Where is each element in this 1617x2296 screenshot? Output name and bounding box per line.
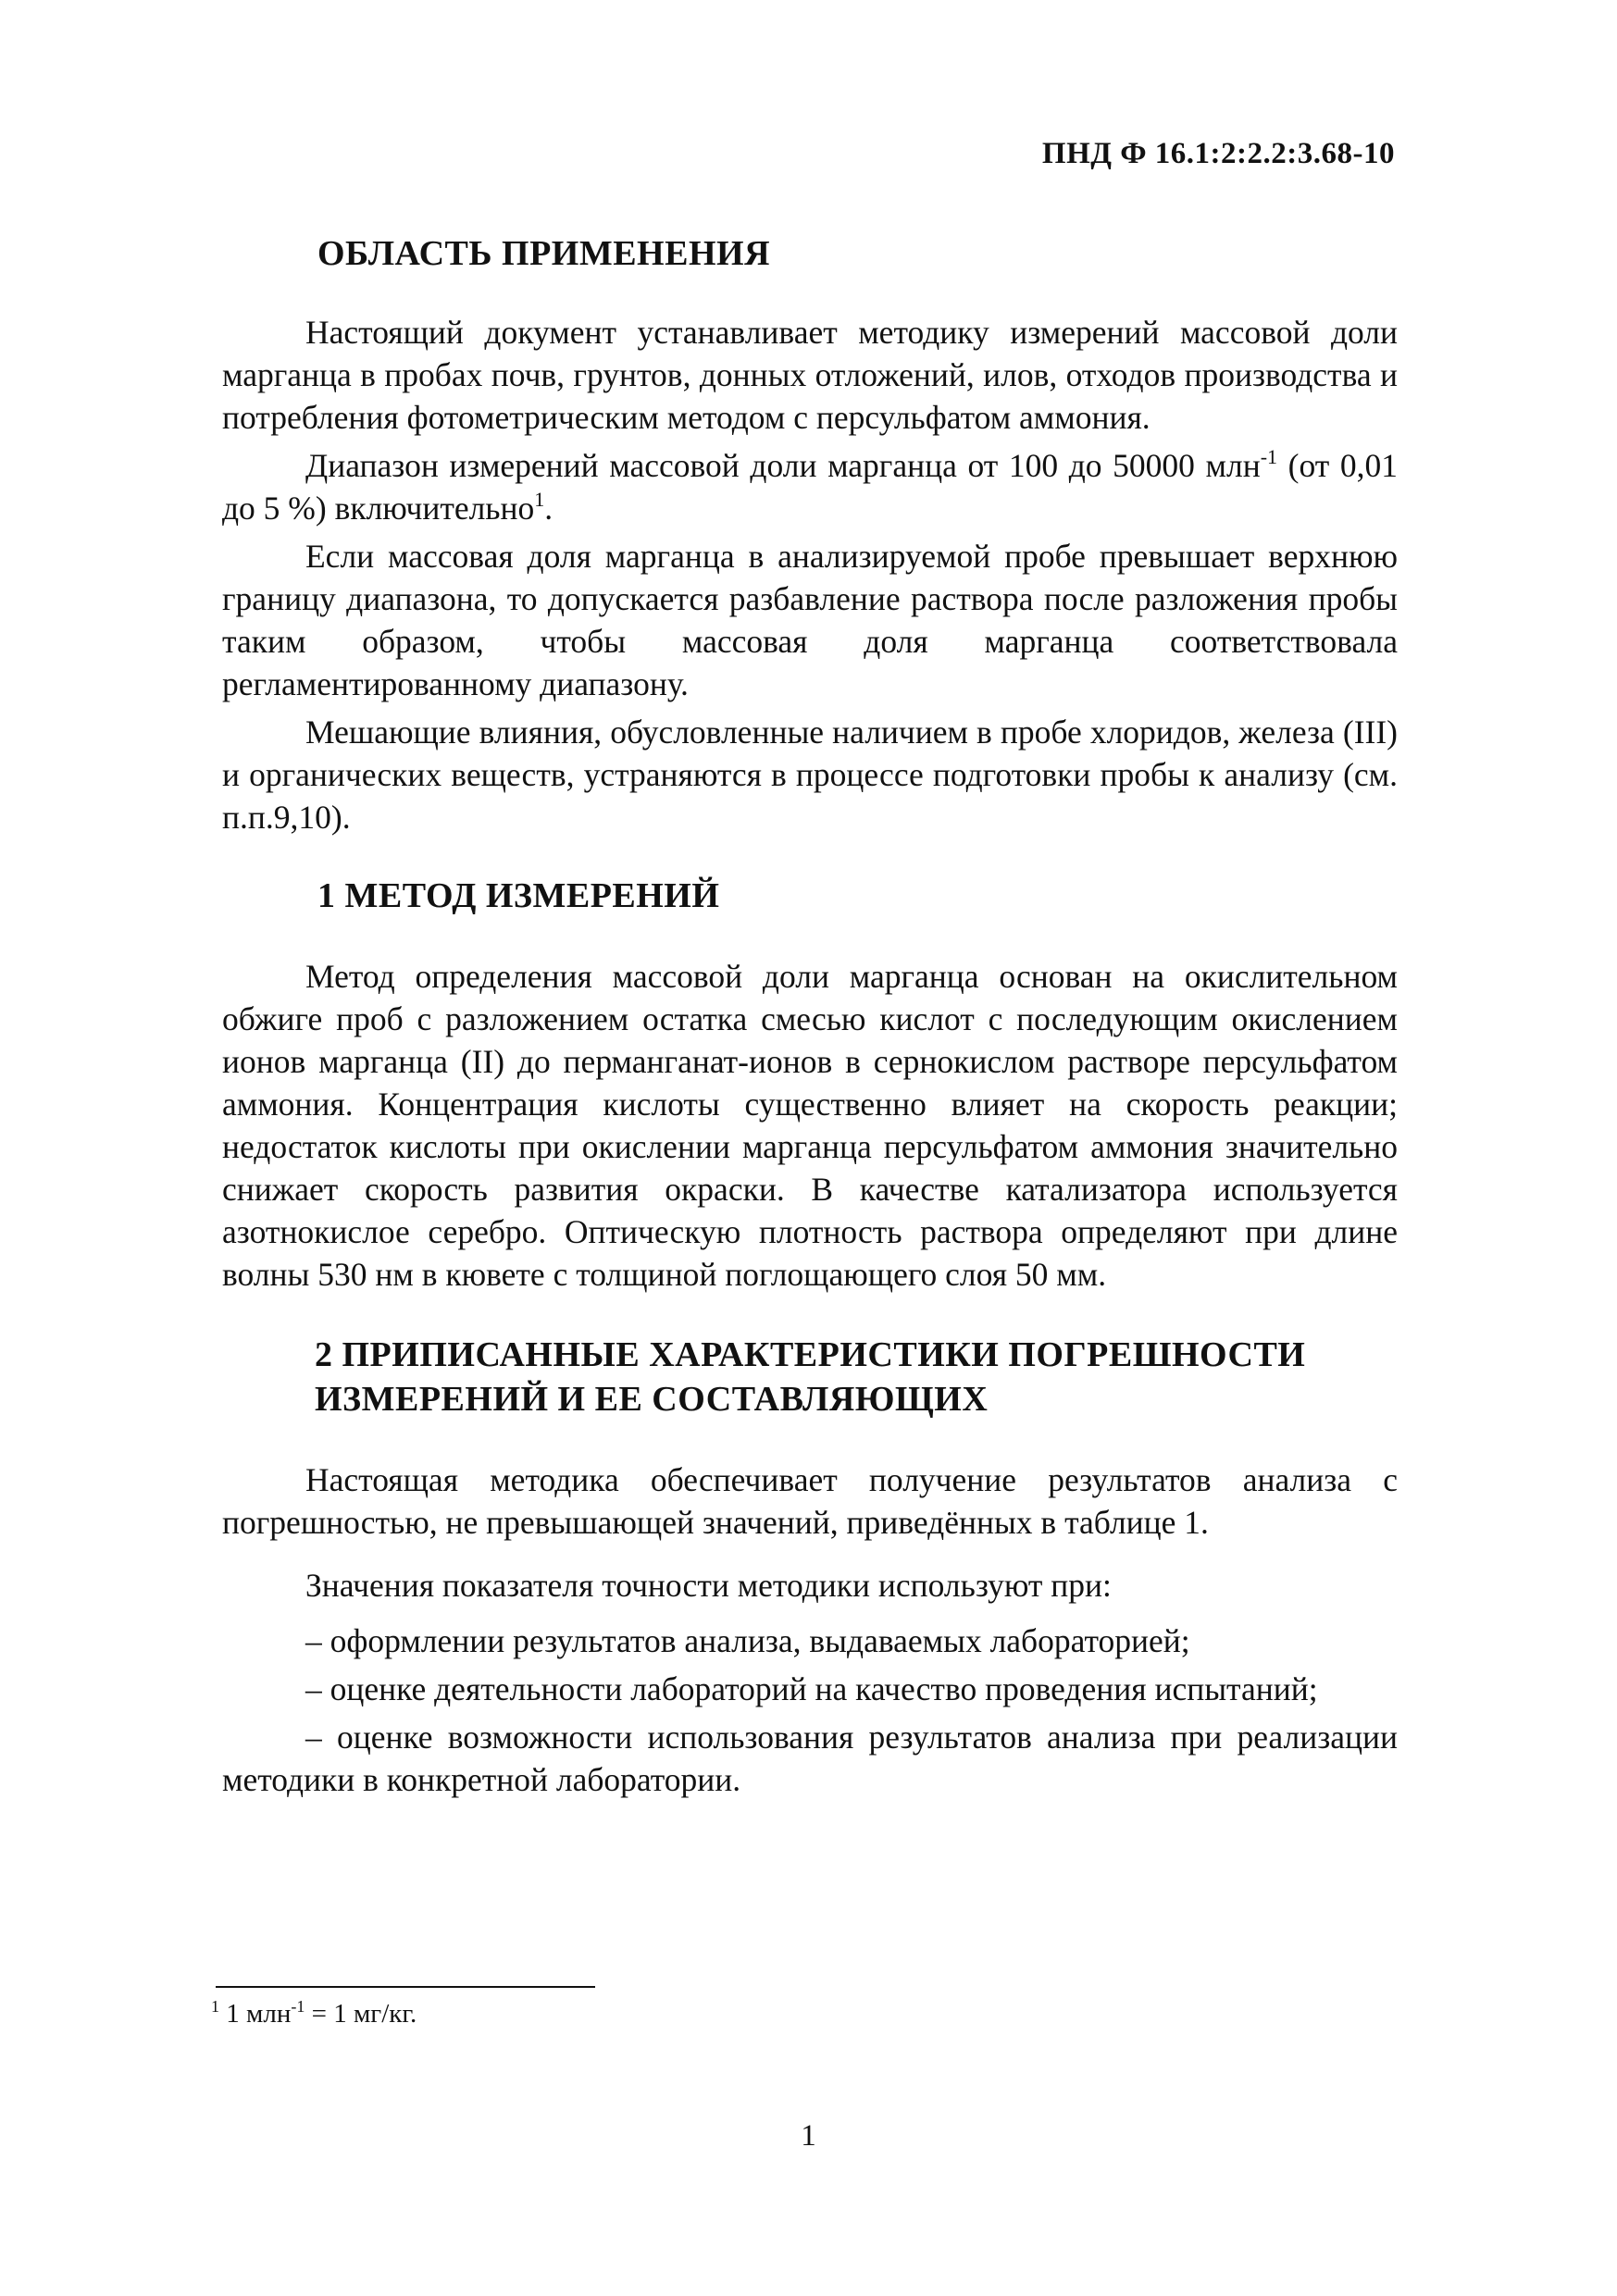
page-number: 1: [801, 2119, 816, 2153]
document-code: ПНД Ф 16.1:2:2.2:3.68-10: [1041, 137, 1395, 170]
range-text: Диапазон измерений массовой доли марганца от 100 до 50000 млн: [305, 447, 1261, 484]
footnote-marker: 1: [211, 1997, 219, 2016]
page-content: [222, 231, 1398, 1801]
section-2-paragraph-1: Настоящая методика обеспечивает получение результатов анализа с погрешностью, не превышающей значений, приведённых в таблице 1.: [222, 1461, 1398, 1541]
section-2-heading-line-2: ИЗМЕРЕНИЙ И ЕЕ СОСТАВЛЯЮЩИХ: [315, 1380, 989, 1419]
unit-exponent: -1: [1260, 445, 1278, 468]
list-item: – оценке деятельности лабораторий на качество проведения испытаний;: [305, 1670, 1318, 1707]
scope-paragraph-3: Если массовая доля марганца в анализируемой пробе превышает верхнюю границу диапазона, то допускается разбавление раствора после разложения пробы таким образом, чтобы массовая доля марганца соответствовала регламентированному диапазону.: [222, 538, 1398, 702]
footnote: [211, 1997, 417, 2030]
scope-paragraph-1: Настоящий документ устанавливает методику измерений массовой доли марганца в пробах почв, грунтов, донных отложений, илов, отходов производства и потребления фотометрическим методом с персульфатом аммония.: [222, 314, 1398, 436]
range-text-end: .: [544, 490, 554, 527]
scope-heading: ОБЛАСТЬ ПРИМЕНЕНИЯ: [317, 234, 771, 273]
footnote-divider: [216, 1986, 595, 1988]
section-2-heading-line-1: 2 ПРИПИСАННЫЕ ХАРАКТЕРИСТИКИ ПОГРЕШНОСТИ: [315, 1335, 1306, 1374]
footnote-reference[interactable]: 1: [534, 488, 545, 511]
section-1-paragraph: Метод определения массовой доли марганца основан на окислительном обжиге проб с разложением остатка смесью кислот с последующим окислением ионов марганца (II) до перманганат-ионов в сернокислом растворе персульфатом аммония. Концентрация кислоты существенно влияет на скорость реакции; недостаток кислоты при окислении марганца персульфатом аммония значительно снижает скорость развития окраски. В качестве катализатора используется азотнокислое серебро. Оптическую плотность раствора определяют при длине волны 530 нм в кювете с толщиной поглощающего слоя 50 мм.: [222, 958, 1398, 1293]
section-2-heading: [315, 1333, 1398, 1421]
footnote-exponent: -1: [291, 1997, 305, 2016]
scope-paragraph-4: Мешающие влияния, обусловленные наличием в пробе хлоридов, железа (III) и органических веществ, устраняются в процессе подготовки пробы к анализу (см. п.п.9,10).: [222, 714, 1398, 836]
list-item: – оценке возможности использования результатов анализа при реализации методики в конкретной лаборатории.: [222, 1719, 1398, 1798]
range-text-cont: (от 0,01 до 5 %) включительно: [222, 447, 1398, 527]
section-2-paragraph-2: Значения показателя точности методики используют при:: [305, 1567, 1112, 1604]
list-item: – оформлении результатов анализа, выдаваемых лабораторией;: [305, 1622, 1190, 1659]
footnote-text: 1 млн: [219, 1999, 292, 2029]
footnote-text-end: = 1 мг/кг.: [305, 1999, 417, 2029]
scope-paragraph-2: [222, 444, 1398, 529]
section-1-heading: 1 МЕТОД ИЗМЕРЕНИЙ: [317, 876, 720, 915]
